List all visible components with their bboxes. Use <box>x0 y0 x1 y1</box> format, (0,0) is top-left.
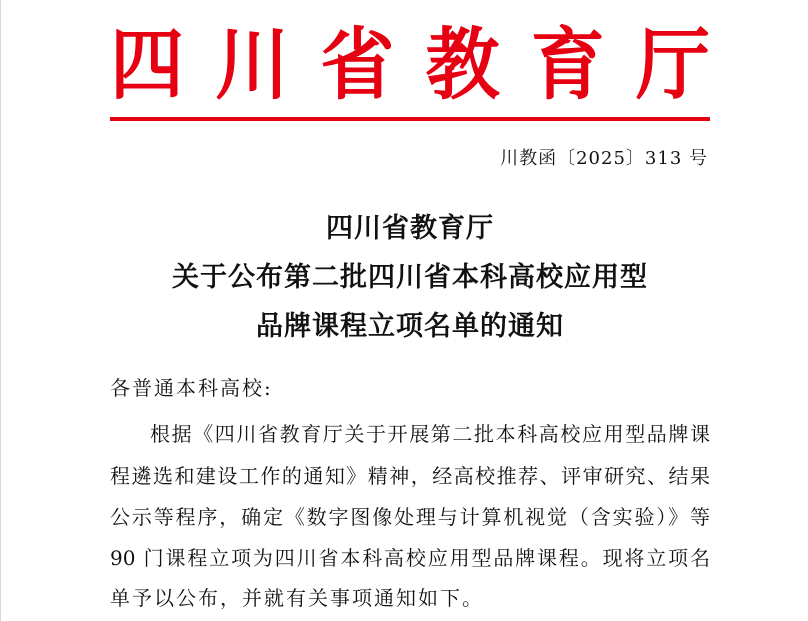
salutation: 各普通本科高校: <box>110 376 273 400</box>
body-text-line: 单予以公布，并就有关事项通知如下。 <box>110 586 484 610</box>
document-number: 川教函〔2025〕313 号 <box>500 148 708 169</box>
masthead-char: 省 <box>320 19 395 111</box>
masthead-title <box>110 20 710 110</box>
title-line-3: 品牌课程立项名单的通知 <box>256 311 564 342</box>
masthead-char: 四 <box>110 19 184 111</box>
masthead-red-rule <box>110 117 710 121</box>
body-text-line: 程遴选和建设工作的通知》精神，经高校推荐、评审研究、结果 <box>110 464 710 488</box>
masthead-char: 教 <box>425 19 500 111</box>
body-text-line: 根据《四川省教育厅关于开展第二批本科高校应用型品牌课 <box>150 422 710 446</box>
title-line-1: 四川省教育厅 <box>326 213 494 244</box>
masthead-char: 川 <box>215 19 290 111</box>
body-text-line: 公示等程序，确定《数字图像处理与计算机视觉（含实验）》等 <box>110 505 710 529</box>
masthead-char: 厅 <box>635 19 710 111</box>
page-edge-divider <box>0 0 1 621</box>
title-line-2: 关于公布第二批四川省本科高校应用型 <box>172 262 648 293</box>
body-text-line: 90 门课程立项为四川省本科高校应用型品牌课程。现将立项名 <box>110 546 710 570</box>
masthead-char: 育 <box>530 19 605 111</box>
